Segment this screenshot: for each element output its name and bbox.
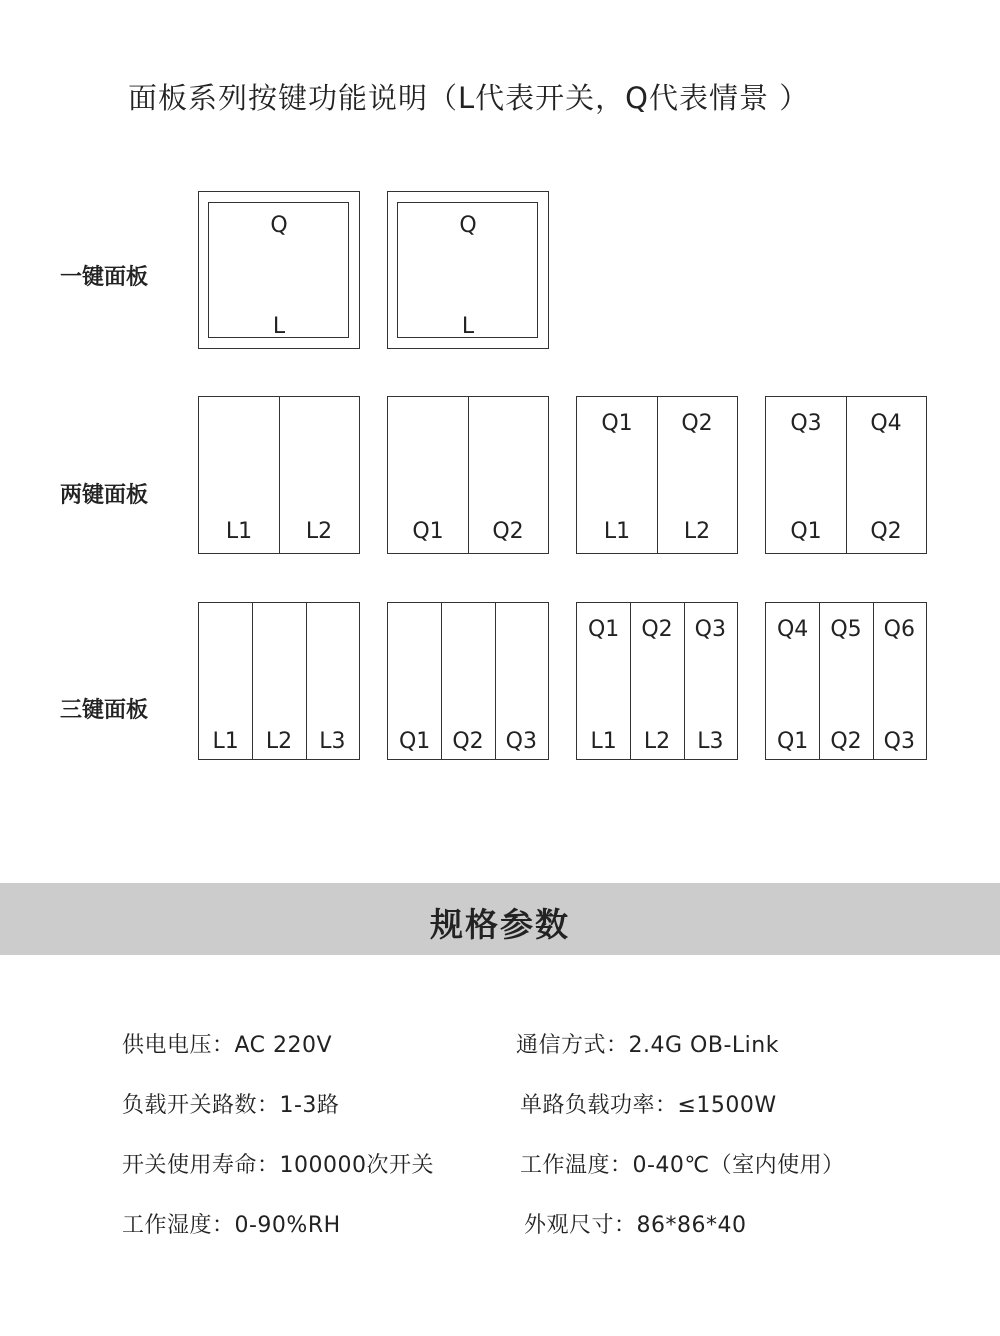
row-label-two-key: 两键面板 (60, 483, 149, 508)
key-bottom-label: L1 (212, 729, 239, 754)
key-divider (306, 603, 307, 759)
switch-panel (765, 396, 927, 554)
key-divider (873, 603, 874, 759)
key-top-label: Q1 (587, 617, 620, 642)
key-bottom-label: Q3 (505, 729, 537, 754)
key-divider (657, 397, 658, 553)
key-divider (684, 603, 685, 759)
key-bottom-label: L (272, 314, 286, 339)
key-top-label: Q4 (870, 411, 902, 436)
key-divider (846, 397, 847, 553)
key-bottom-label: L2 (643, 729, 671, 754)
key-divider (819, 603, 820, 759)
key-top-label: Q3 (790, 411, 822, 436)
key-divider (252, 603, 253, 759)
key-bottom-label: L3 (697, 729, 724, 754)
switch-panel (198, 191, 360, 349)
switch-panel (576, 396, 738, 554)
switch-panel (765, 602, 927, 760)
key-top-label: Q2 (681, 411, 713, 436)
page-title: 面板系列按键功能说明（L代表开关，Q代表情景 ） (128, 81, 810, 115)
key-top-label: Q1 (601, 411, 633, 436)
key-bottom-label: L (461, 314, 475, 339)
key-divider (495, 603, 496, 759)
switch-panel (387, 602, 549, 760)
key-bottom-label: Q1 (790, 519, 822, 544)
spec-item: 外观尺寸：86*86*40 (524, 1213, 747, 1238)
spec-item: 供电电压：AC 220V (122, 1033, 333, 1058)
key-bottom-label: Q2 (452, 729, 484, 754)
key-bottom-label: Q2 (870, 519, 902, 544)
key-top-label: Q3 (694, 617, 726, 642)
spec-item: 开关使用寿命：100000次开关 (122, 1153, 434, 1178)
key-bottom-label: Q1 (776, 729, 809, 754)
key-top-label: Q6 (883, 617, 915, 642)
key-bottom-label: L2 (265, 729, 293, 754)
switch-panel (198, 396, 360, 554)
key-divider (630, 603, 631, 759)
key-top-label: Q (459, 213, 477, 238)
key-bottom-label: Q3 (883, 729, 915, 754)
key-divider (279, 397, 280, 553)
key-bottom-label: L2 (683, 519, 711, 544)
row-label-one-key: 一键面板 (60, 265, 149, 290)
key-top-label: Q2 (641, 617, 673, 642)
key-top-label: Q5 (830, 617, 862, 642)
switch-panel (387, 396, 549, 554)
key-bottom-label: L3 (319, 729, 346, 754)
key-top-label: Q (270, 213, 288, 238)
switch-panel (198, 602, 360, 760)
spec-header-bar (0, 883, 1000, 955)
key-bottom-label: Q2 (492, 519, 524, 544)
key-bottom-label: L1 (603, 519, 631, 544)
switch-panel (576, 602, 738, 760)
spec-item: 工作湿度：0-90%RH (122, 1213, 341, 1238)
spec-heading: 规格参数 (430, 905, 570, 944)
key-bottom-label: Q1 (412, 519, 444, 544)
key-divider (441, 603, 442, 759)
key-bottom-label: L2 (305, 519, 333, 544)
row-label-three-key: 三键面板 (60, 698, 149, 723)
spec-item: 单路负载功率：≤1500W (520, 1093, 777, 1118)
key-top-label: Q4 (776, 617, 809, 642)
key-bottom-label: L1 (225, 519, 253, 544)
spec-item: 工作温度：0-40℃（室内使用） (520, 1153, 845, 1178)
key-divider (468, 397, 469, 553)
key-bottom-label: Q2 (830, 729, 862, 754)
switch-panel (387, 191, 549, 349)
spec-item: 通信方式：2.4G OB-Link (516, 1033, 779, 1058)
key-bottom-label: Q1 (398, 729, 431, 754)
key-bottom-label: L1 (590, 729, 617, 754)
spec-item: 负载开关路数：1-3路 (122, 1093, 340, 1118)
